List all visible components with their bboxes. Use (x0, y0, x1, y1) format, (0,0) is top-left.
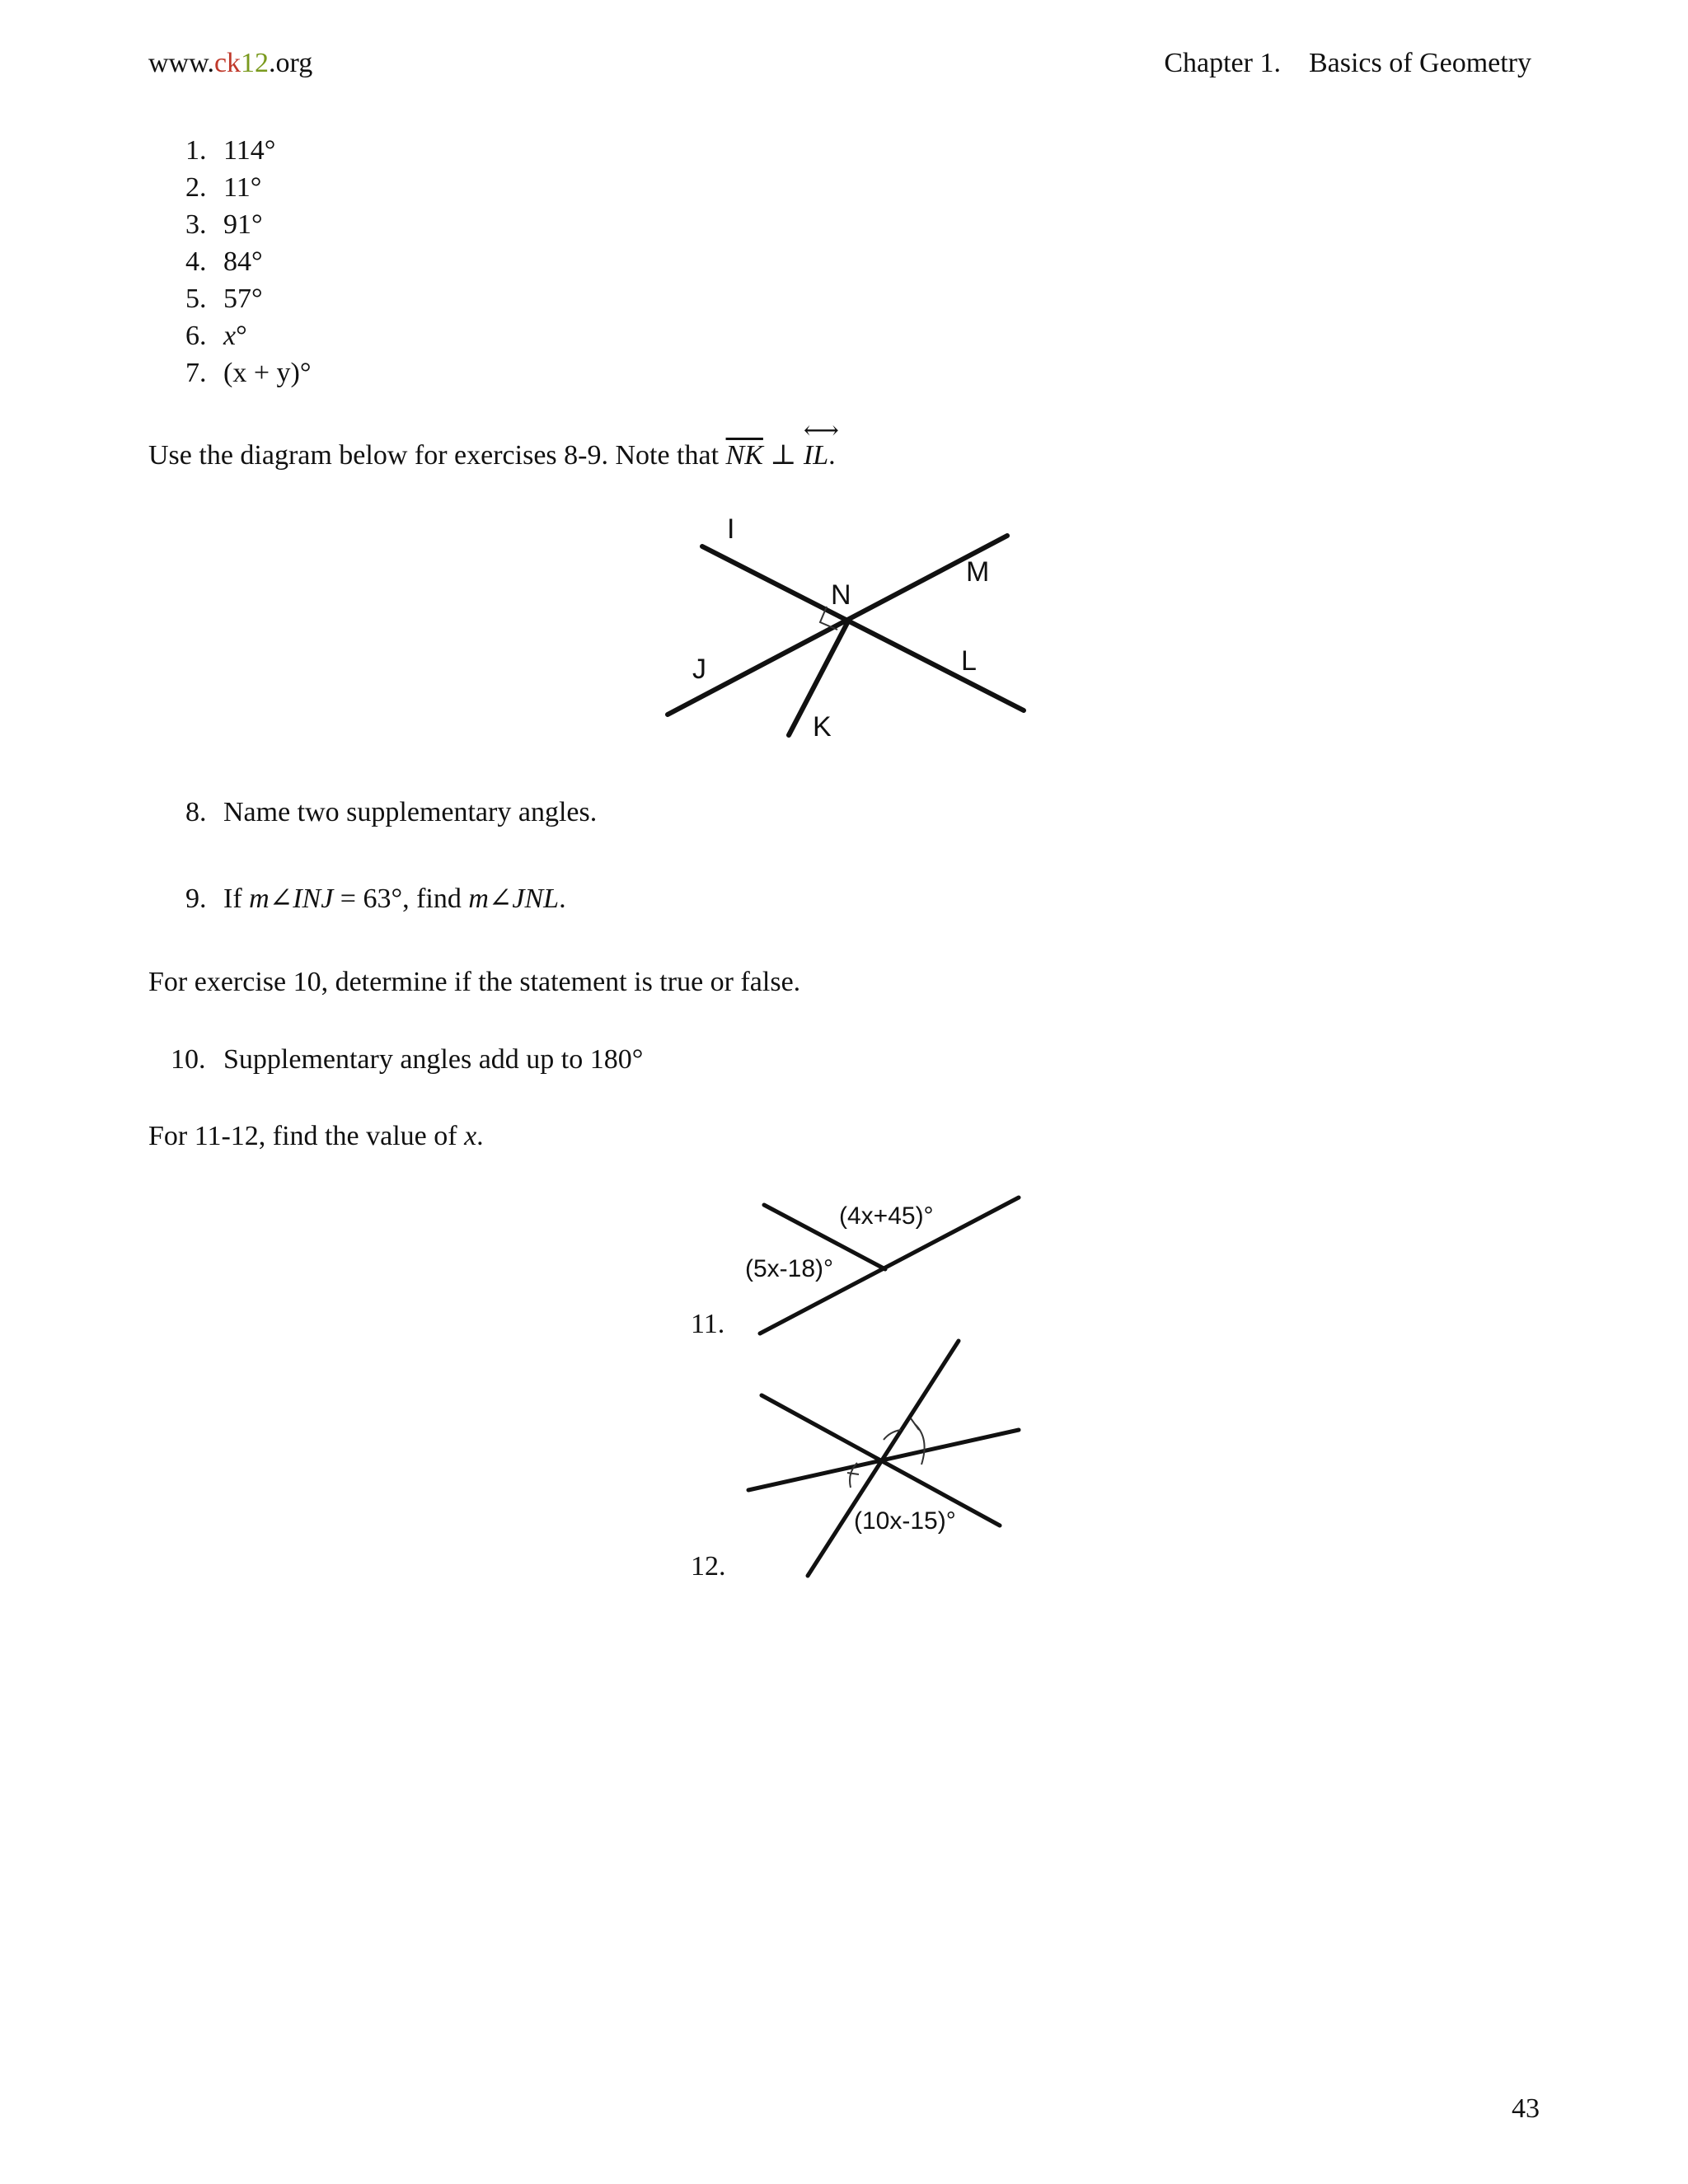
intro-variable: x (464, 1121, 477, 1151)
intersecting-lines-diagram (659, 515, 1030, 754)
line-il-text: IL (803, 440, 829, 471)
question-8 (185, 797, 597, 828)
intro-prefix: Use the diagram below for exercises 8-9. Note that (148, 440, 726, 471)
item-number: 7. (185, 358, 207, 388)
arc-tick-right (911, 1418, 919, 1430)
item-text: 57° (223, 284, 263, 314)
item-text: 84° (223, 246, 263, 277)
question-text: Supplementary angles add up to 180° (223, 1044, 644, 1075)
intro-end: . (476, 1121, 484, 1151)
line-il (803, 417, 839, 471)
question-10 (171, 1044, 643, 1076)
arc-tick-left (847, 1473, 859, 1474)
list-item (185, 206, 311, 243)
question-9 (185, 882, 566, 915)
url-ck: ck (213, 48, 241, 78)
line-diagonal (762, 1395, 1000, 1526)
url-prefix: www. (148, 48, 214, 78)
item-text: 91° (223, 209, 263, 240)
list-item (185, 280, 311, 317)
item-number: 3. (185, 209, 207, 240)
page-number: 43 (1512, 2093, 1540, 2124)
answer-list (185, 132, 311, 391)
item-number: 4. (185, 246, 207, 277)
segment-nk: $\overline{NK}$ (725, 440, 763, 471)
item-text: 11° (223, 172, 262, 203)
item-text: 114° (223, 135, 276, 166)
header-url[interactable] (148, 48, 312, 79)
angle-label-4x45: (4x+45)° (839, 1202, 934, 1230)
url-suffix: .org (269, 48, 313, 78)
question-number: 9. (185, 883, 207, 914)
line-jm (668, 536, 1007, 715)
problem-11-diagram (742, 1191, 1030, 1339)
label-l: L (961, 645, 977, 677)
list-item (185, 243, 311, 280)
list-item (185, 317, 311, 354)
perp-symbol: ⊥ (762, 440, 804, 471)
question-11-number: 11. (691, 1309, 725, 1339)
label-n: N (831, 579, 851, 611)
angle-inj: m∠INJ (249, 883, 334, 914)
question-number: 8. (185, 797, 207, 827)
label-j: J (692, 654, 706, 685)
question-12-number: 12. (691, 1551, 726, 1582)
item-text: ° (236, 321, 247, 351)
line-arrow: ⟷ (803, 417, 839, 444)
list-item (185, 354, 311, 391)
angle-arc-right (915, 1424, 925, 1465)
q9-mid: = 63°, find (333, 883, 469, 914)
item-number: 5. (185, 284, 207, 314)
question-number: 10. (171, 1044, 206, 1075)
problem-12-diagram (742, 1331, 1030, 1586)
label-i: I (727, 515, 735, 545)
question-text: Name two supplementary angles. (223, 797, 598, 827)
intro-11-12 (148, 1121, 484, 1152)
label-k: K (813, 711, 832, 743)
url-12: 12 (241, 48, 270, 78)
angle-label-5x18: (5x-18)° (745, 1255, 834, 1282)
item-number: 2. (185, 172, 207, 203)
intro-8-9 (148, 417, 839, 471)
intro-10: For exercise 10, determine if the statement is true or false. (148, 967, 801, 997)
chapter-title: Chapter 1. Basics of Geometry (1164, 48, 1531, 78)
item-variable: x (223, 321, 237, 351)
angle-jnl: m∠JNL (468, 883, 560, 914)
q9-pre: If (223, 883, 250, 914)
label-m: M (966, 556, 990, 588)
list-item (185, 132, 311, 169)
item-number: 6. (185, 321, 207, 351)
angle-label-10x15: (10x-15)° (854, 1507, 956, 1535)
q9-end: . (559, 883, 566, 914)
item-text: (x + y)° (223, 358, 312, 388)
item-number: 1. (185, 135, 207, 166)
intro-pre: For 11-12, find the value of (148, 1121, 465, 1151)
intro-suffix: . (828, 440, 836, 471)
list-item (185, 169, 311, 206)
